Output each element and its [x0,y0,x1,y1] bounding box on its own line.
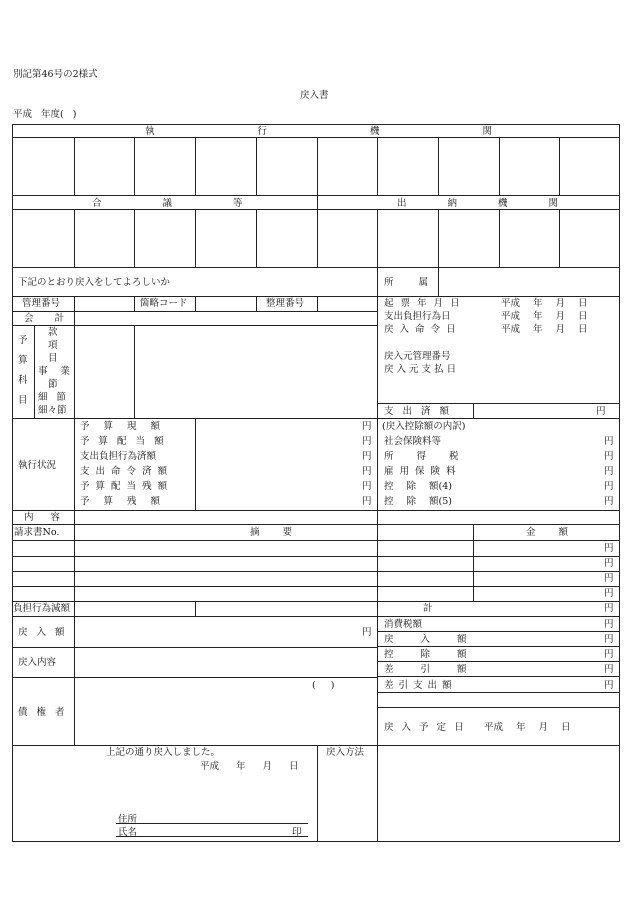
deduction-unit-3: 円 [604,466,614,477]
deduction-row-2: 所 得 税 [384,451,459,462]
execution-label: 執行状況 [18,460,57,471]
refund-method-label: 戻入方法 [326,747,365,758]
refund-amount-label: 戻 入 額 [18,627,65,638]
executing-agency-heading: 執 行 機 関 [145,126,493,137]
creditor-label: 債 権 者 [18,707,65,718]
summary-row-1: 消費税額 [384,619,423,630]
seal-mark: 印 [292,827,302,838]
exec-unit-2: 円 [362,436,372,447]
col-amount: 金 額 [526,527,569,538]
exec-unit-5: 円 [362,481,372,492]
refund-amount-unit: 円 [362,627,372,638]
planned-date-label: 戻 入 予 定 日 [384,722,464,733]
footer-name-label: 氏名 [118,827,138,838]
detail-unit-2: 円 [604,558,614,569]
subject-jigyou: 事 業 [38,366,71,377]
budget-heading-2: 算 [18,355,28,366]
summary-unit-2: 円 [604,634,614,645]
accounting-label: 会 計 [24,313,65,324]
council-heading: 合 議 等 [92,198,243,209]
creditor-paren: ( ) [312,680,335,691]
exec-row-4: 支 出 命 令 済 額 [80,466,168,477]
deduction-row-1: 社会保険料等 [384,436,442,447]
detail-unit-4: 円 [604,588,614,599]
paid-amount-unit: 円 [596,406,606,417]
summary-unit-4: 円 [604,664,614,675]
deductions-title: (戻入控除額の内訳) [382,421,466,432]
refund-contents-label: 戻入内容 [18,657,57,668]
col-summary: 摘 要 [250,527,293,538]
subject-moku: 目 [48,353,58,364]
footer-address-label: 住所 [118,814,138,825]
exec-row-2: 予 算 配 当 額 [80,436,164,447]
net-payment-unit: 円 [604,680,614,691]
date-label-1: 起 票 年 月 日 [384,298,460,309]
paid-amount-label: 支 出 済 額 [384,406,450,417]
exec-unit-1: 円 [362,421,372,432]
footer-statement: 上記の通り戻入しました。 [106,747,221,758]
summary-unit-1: 円 [604,619,614,630]
contents-label: 内 容 [24,512,61,523]
detail-unit-1: 円 [604,543,614,554]
planned-date-value: 平成 年 月 日 [484,722,571,733]
disbursing-agency-heading: 出 納 機 関 [397,198,559,209]
exec-unit-4: 円 [362,466,372,477]
arrangement-no-label: 整理番号 [266,298,305,309]
form-title: 戻入書 [300,90,329,101]
exec-row-3: 支出負担行為済額 [80,451,157,462]
summary-row-4: 差 引 額 [384,664,467,675]
deduction-row-3: 雇 用 保 険 料 [384,466,456,477]
refund-source-management-no: 戻入元管理番号 [384,351,451,362]
budget-heading-1: 予 [18,335,28,346]
deduction-row-5: 控 除 額(5) [384,496,452,507]
deduction-unit-4: 円 [604,481,614,492]
summary-row-3: 控 除 額 [384,649,467,660]
affiliation-label: 所 属 [384,277,429,288]
footer-date: 平成 年 月 日 [200,761,299,772]
deduction-row-4: 控 除 額(4) [384,481,452,492]
management-no-label: 管理番号 [22,298,61,309]
net-payment-label: 差 引 支 出 額 [384,680,452,691]
exec-row-1: 予 算 現 額 [80,421,161,432]
fiscal-year: 平成 年度( ) [13,109,77,120]
summary-row-2: 戻 入 額 [384,634,467,645]
subject-setsu: 節 [48,379,58,390]
exec-unit-3: 円 [362,451,372,462]
request-text: 下記のとおり戻入をしてよろしいか [18,277,171,288]
subject-kan: 款 [48,327,58,338]
total-unit: 円 [604,603,614,614]
subject-saisaisetsu: 細々節 [38,405,67,416]
deduction-unit-5: 円 [604,496,614,507]
deduction-unit-2: 円 [604,451,614,462]
deduction-unit-1: 円 [604,436,614,447]
exec-row-6: 予 算 残 額 [80,496,161,507]
refund-source-payment-date: 戻 入 元 支 払 日 [384,364,457,375]
budget-heading-4: 目 [18,395,28,406]
form-number: 別記第46号の2様式 [13,69,98,80]
col-request-no: 請求書No. [14,527,60,538]
exec-unit-6: 円 [362,496,372,507]
abbrev-code-label: 箇略コード [140,298,188,309]
exec-row-5: 予 算 配 当 残 額 [80,481,168,492]
total-label: 計 [423,603,433,614]
date-value-1: 平成 年 月 日 [501,298,588,309]
date-label-3: 戻 入 命 令 日 [384,324,456,335]
burden-reduction-label: 負担行為減額 [13,603,71,614]
detail-unit-3: 円 [604,573,614,584]
summary-unit-3: 円 [604,649,614,660]
subject-kou: 項 [48,340,58,351]
subject-saisetsu: 細 節 [38,392,67,403]
date-label-2: 支出負担行為日 [384,311,451,322]
date-value-3: 平成 年 月 日 [501,324,588,335]
budget-heading-3: 科 [18,375,28,386]
date-value-2: 平成 年 月 日 [501,311,588,322]
